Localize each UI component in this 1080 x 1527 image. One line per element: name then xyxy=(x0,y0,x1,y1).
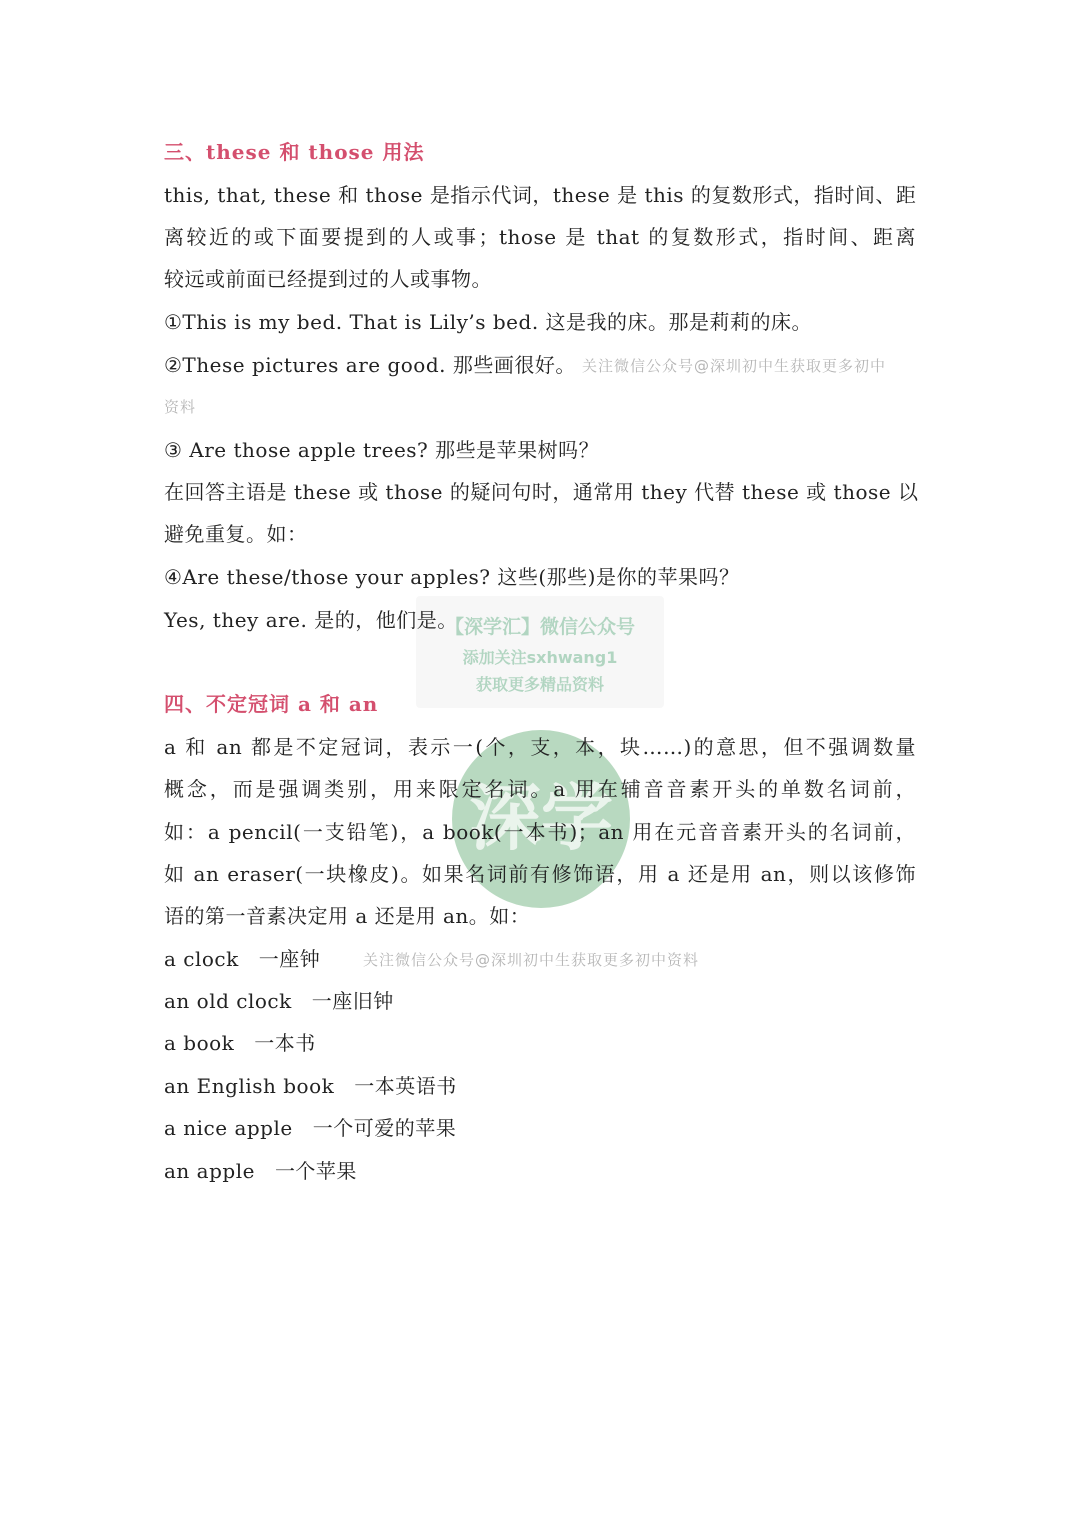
section-4-para-line-4: 如 an eraser(一块橡皮)。如果名词前有修饰语，用 a 还是用 an，则以该修饰 xyxy=(164,862,916,886)
example-1: ①This is my bed. That is Lily’s bed. 这是我的床。那是莉莉的床。 xyxy=(164,310,813,334)
section-4-para-line-5: 语的第一音素决定用 a 还是用 an。如： xyxy=(164,904,531,928)
article-example-en: a clock xyxy=(164,947,239,971)
example-4: ④Are these/those your apples? 这些(那些)是你的苹果吗？ xyxy=(164,565,740,589)
example-3: ③ Are those apple trees? 那些是苹果树吗？ xyxy=(164,438,600,462)
article-example-en: a book xyxy=(164,1031,235,1055)
article-example-cn: 一座钟 xyxy=(258,947,321,971)
article-example-cn: 一个可爱的苹果 xyxy=(312,1116,457,1140)
watermark-line-2: 添加关注sxhwang1 xyxy=(462,648,618,667)
follow-notice-inline-2: 关注微信公众号@深圳初中生获取更多初中资料 xyxy=(363,951,700,969)
section-3-para-line-1: this, that, these 和 those 是指示代词，these 是 this 的复数形式，指时间、距 xyxy=(164,183,917,207)
follow-notice-inline: 关注微信公众号@深圳初中生获取更多初中 xyxy=(582,357,887,375)
section-4-para-line-1: a 和 an 都是不定冠词，表示一(个，支，本，块……)的意思，但不强调数量 xyxy=(164,735,916,759)
section-4-heading: 四、不定冠词 a 和 an xyxy=(164,692,379,716)
watermark-logo-mark: 深学 xyxy=(468,776,613,860)
article-example-6 xyxy=(164,1157,916,1185)
section-3-heading: 三、these 和 those 用法 xyxy=(164,140,425,164)
section-3-para2-line-2: 避免重复。如： xyxy=(164,522,308,546)
article-example-en: a nice apple xyxy=(164,1116,293,1140)
article-example-2 xyxy=(164,987,916,1015)
article-example-en: an English book xyxy=(164,1074,335,1098)
section-4-para-line-2: 概念，而是强调类别，用来限定名词。a 用在辅音音素开头的单数名词前， xyxy=(164,777,916,801)
example-4-answer: Yes, they are. 是的，他们是。 xyxy=(164,608,458,632)
section-3-para-line-3: 较远或前面已经提到过的人或事物。 xyxy=(164,267,492,291)
article-example-cn: 一个苹果 xyxy=(274,1159,357,1183)
article-example-cn: 一本书 xyxy=(254,1031,316,1055)
watermark-line-3: 获取更多精品资料 xyxy=(475,675,604,694)
section-4-para-line-3: 如：a pencil(一支铅笔)，a book(一本书)；an 用在元音音素开头的名词前， xyxy=(164,820,916,844)
article-example-en: an old clock xyxy=(164,989,292,1013)
article-example-en: an apple xyxy=(164,1159,255,1183)
article-example-cn: 一座旧钟 xyxy=(311,989,394,1013)
section-3-para2-line-1: 在回答主语是 these 或 those 的疑问句时，通常用 they 代替 these 或 those 以 xyxy=(164,480,919,504)
example-2: ②These pictures are good. 那些画很好。 xyxy=(164,353,576,377)
article-example-3 xyxy=(164,1029,916,1057)
follow-notice-wrap: 资料 xyxy=(164,398,197,416)
article-example-4 xyxy=(164,1072,916,1100)
section-3-para-line-2: 离较近的或下面要提到的人或事；those 是 that 的复数形式，指时间、距离 xyxy=(164,225,916,249)
watermark-line-1: 【深学汇】微信公众号 xyxy=(444,616,635,638)
article-example-cn: 一本英语书 xyxy=(354,1074,457,1098)
article-example-5 xyxy=(164,1114,916,1142)
